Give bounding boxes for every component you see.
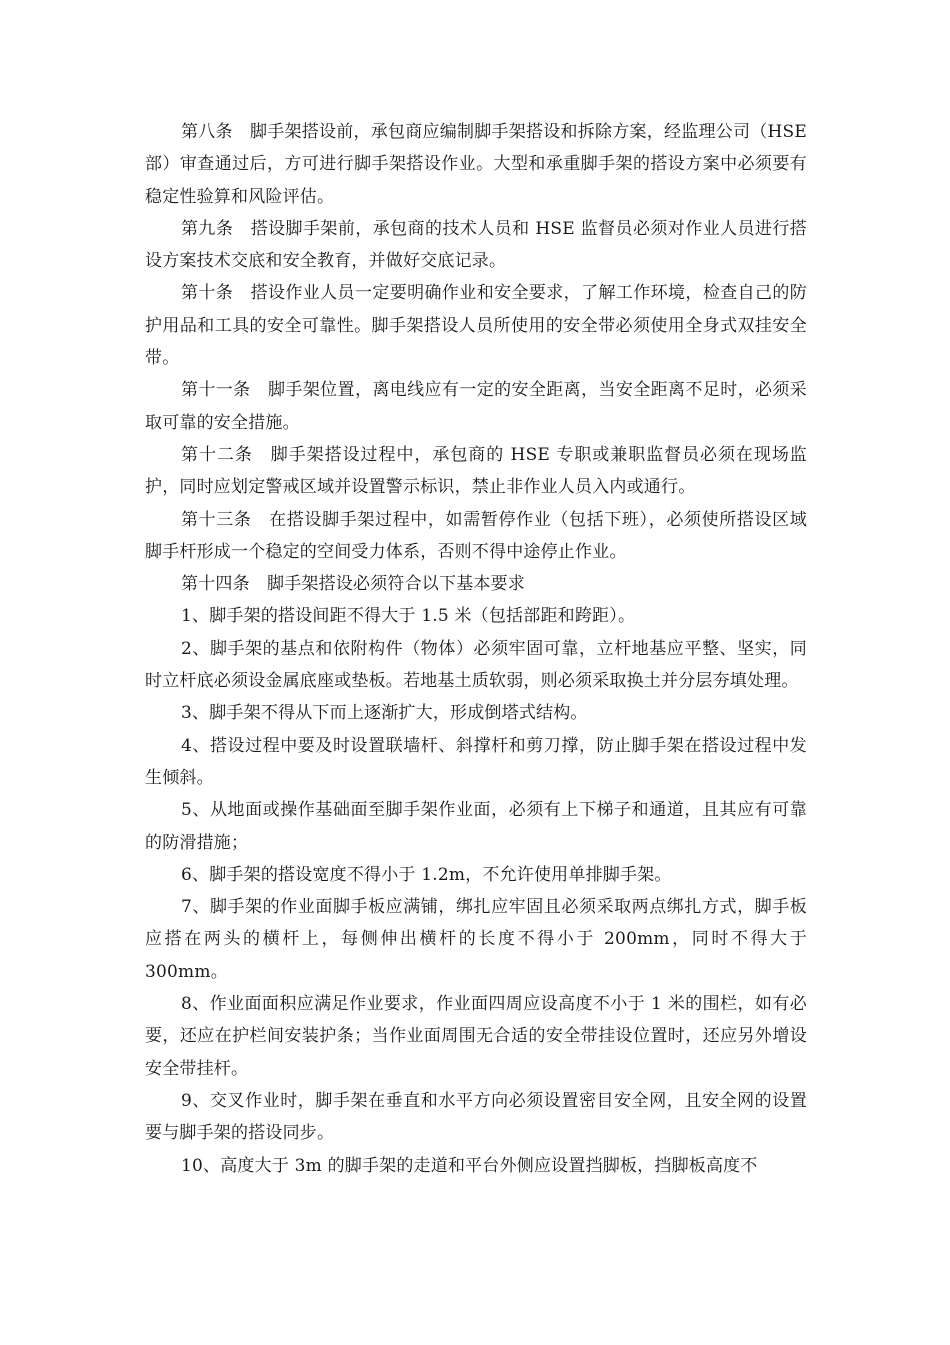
article-8-paragraph: 第八条 脚手架搭设前，承包商应编制脚手架搭设和拆除方案，经监理公司（HSE 部）审查通过后，方可进行脚手架搭设作业。大型和承重脚手架的搭设方案中必须要有稳定性验算和风险评估。 (145, 122, 807, 207)
article-9-paragraph: 第九条 搭设脚手架前，承包商的技术人员和 HSE 监督员必须对作业人员进行搭设方案技术交底和安全教育，并做好交底记录。 (145, 218, 807, 272)
requirement-item-9: 9、交叉作业时，脚手架在垂直和水平方向必须设置密目安全网，且安全网的设置要与脚手架的搭设同步。 (145, 1090, 807, 1144)
requirement-item-8: 8、作业面面积应满足作业要求，作业面四周应设高度不小于 1 米的围栏，如有必要，还应在护栏间安装护条；当作业面周围无合适的安全带挂设位置时，还应另外增设安全带挂杆。 (145, 994, 807, 1079)
requirement-item-4: 4、搭设过程中要及时设置联墙杆、斜撑杆和剪刀撑，防止脚手架在搭设过程中发生倾斜。 (145, 735, 807, 788)
requirement-item-6: 6、脚手架的搭设宽度不得小于 1.2m，不允许使用单排脚手架。 (181, 864, 672, 885)
article-10-paragraph: 第十条 搭设作业人员一定要明确作业和安全要求，了解工作环境，检查自己的防护用品和工具的安全可靠性。脚手架搭设人员所使用的安全带必须使用全身式双挂安全带。 (145, 283, 807, 369)
document-body (145, 116, 807, 1182)
requirement-item-5: 5、从地面或操作基础面至脚手架作业面，必须有上下梯子和通道，且其应有可靠的防滑措施； (145, 800, 807, 853)
requirement-item-2: 2、脚手架的基点和依附构件（物体）必须牢固可靠，立杆地基应平整、坚实，同时立杆底必须设金属底座或垫板。若地基土质软弱，则必须采取换土并分层夯填处理。 (145, 638, 807, 692)
article-13-paragraph: 第十三条 在搭设脚手架过程中，如需暂停作业（包括下班），必须使所搭设区域脚手杆形成一个稳定的空间受力体系，否则不得中途停止作业。 (145, 509, 807, 562)
requirement-item-7: 7、脚手架的作业面脚手板应满铺，绑扎应牢固且必须采取两点绑扎方式，脚手板应搭在两头的横杆上，每侧伸出横杆的长度不得小于 200mm，同时不得大于 300mm。 (145, 897, 807, 982)
article-12-paragraph: 第十二条 脚手架搭设过程中，承包商的 HSE 专职或兼职监督员必须在现场监护，同时应划定警戒区域并设置警示标识，禁止非作业人员入内或通行。 (145, 444, 807, 498)
requirement-item-10: 10、高度大于 3m 的脚手架的走道和平台外侧应设置挡脚板，挡脚板高度不 (181, 1155, 758, 1176)
requirement-item-3: 3、脚手架不得从下而上逐渐扩大，形成倒塔式结构。 (181, 703, 588, 724)
article-14-heading: 第十四条 脚手架搭设必须符合以下基本要求 (181, 574, 525, 595)
article-11-paragraph: 第十一条 脚手架位置，离电线应有一定的安全距离，当安全距离不足时，必须采取可靠的安全措施。 (145, 380, 807, 433)
requirement-item-1: 1、脚手架的搭设间距不得大于 1.5 米（包括部距和跨距）。 (181, 606, 636, 627)
